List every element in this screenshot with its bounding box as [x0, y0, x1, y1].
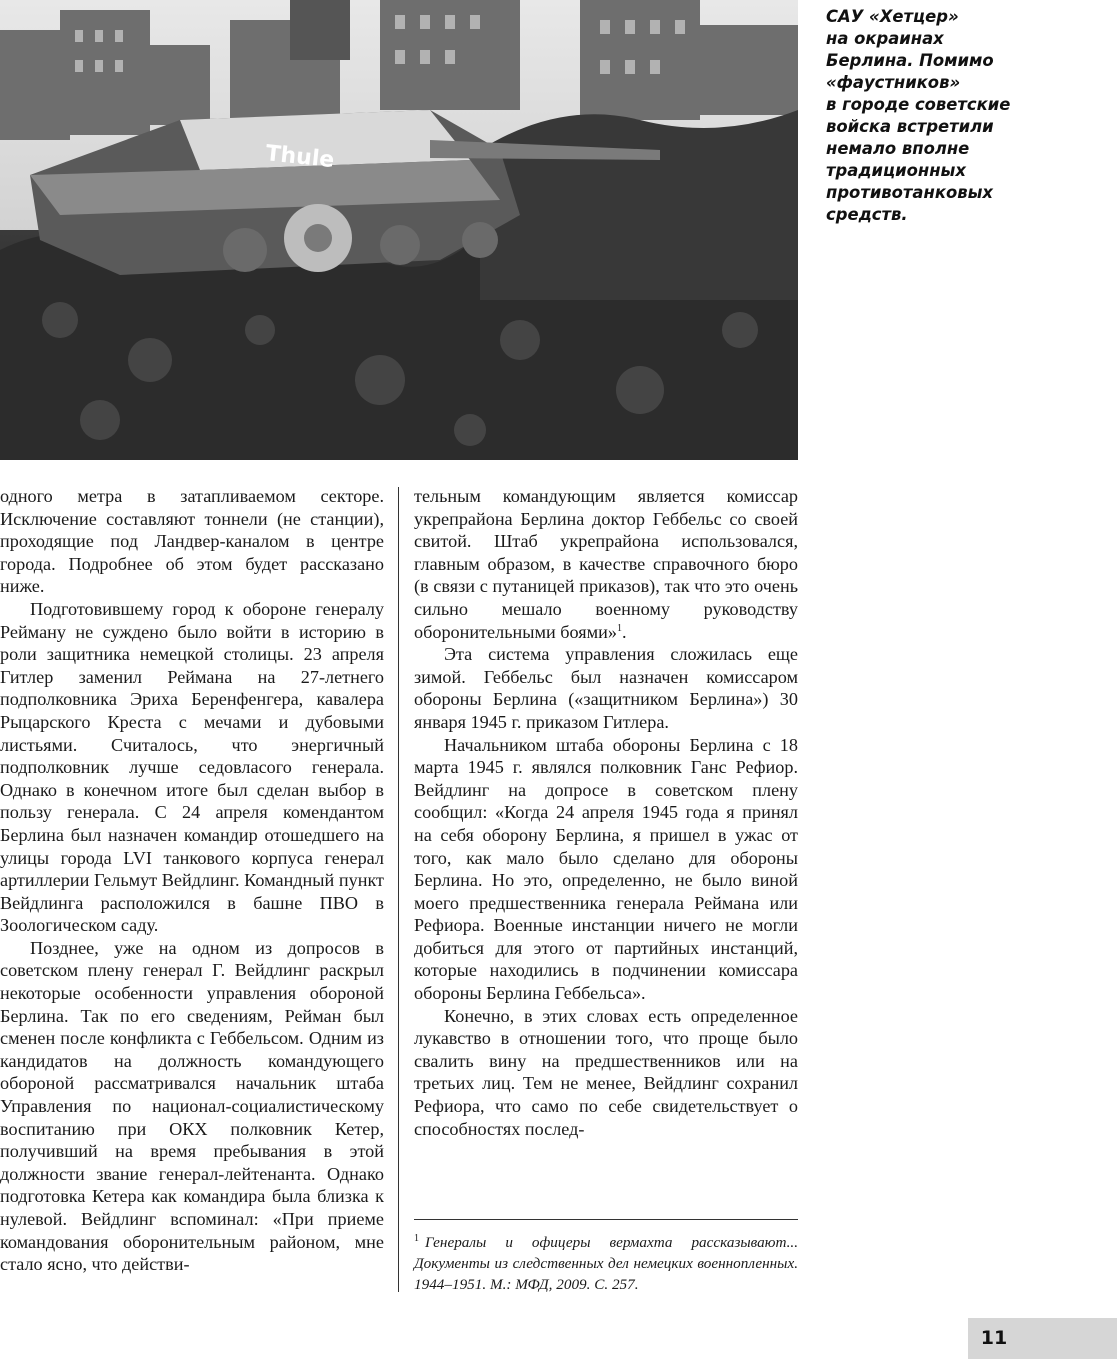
text-column-right — [414, 485, 798, 1140]
photo-caption — [826, 6, 1011, 226]
text-column-left — [0, 485, 384, 1276]
paragraph: одного метра в затапливаемом секторе. Исключение составляют тоннели (не станции), проходящие под Ландвер-каналом в центре города. Подробнее об этом будет рассказано ниже. — [0, 486, 384, 597]
paragraph-text: тельным командующим является комиссар укрепрайона Берлина доктор Геббельс со своей свитой. Штаб укрепрайона использовался, главным образом, в качестве справочного бюро (в связи с путаницей приказов), так что это очень сильно мешало военному руководству оборонительными боями» — [414, 486, 798, 642]
caption-line: САУ «Хетцер» — [826, 7, 959, 26]
caption-line: на окраинах — [826, 29, 944, 48]
footnote-text: Генералы и офицеры вермахта рассказывают... Документы из следственных дел немецких военнопленных. 1944–1951. М.: МФД, 2009. С. 257. — [414, 1234, 798, 1294]
hull-marking: Thule — [264, 141, 336, 174]
footnote-number: 1 — [414, 1233, 419, 1244]
paragraph: Начальником штаба обороны Берлина с 18 марта 1945 г. являлся полковник Ганс Рефиор. Вейдлинг на допросе в советском плену сообщил: «Когда 24 апреля 1945 года я принял на себя оборону Берлина, я пришел в ужас от того, как мало было сделано для обороны Берлина. Но это, определенно, не было виной моего предшественника генерала Реймана или Рефиора. Военные инстанции ничего не могли добиться для этого от партийных инстанций, которые находились в подчинении комиссара обороны Берлина Геббельса». — [414, 734, 798, 1004]
caption-line: средств. — [826, 205, 908, 224]
caption-line: «фаустников» — [826, 73, 961, 92]
paragraph — [414, 485, 798, 643]
column-divider — [398, 487, 399, 1292]
footnote — [414, 1228, 798, 1295]
photo-image — [0, 0, 798, 460]
caption-line: противотанковых — [826, 183, 993, 202]
caption-line: войска встретили — [826, 117, 994, 136]
paragraph: Позднее, уже на одном из допросов в советском плену генерал Г. Вейдлинг раскрыл некоторые особенности управления обороной Берлина. Так по его сведениям, Рейман был сменен после конфликта с Геббельсом. Одним из кандидатов на должность командующего обороной рассматривался начальник штаба Управления по национал-социалистическому воспитанию при ОКХ полковник Кетер, получивший на время пребывания в этой должности звание генерал-лейтенанта. Однако подготовка Кетера как командира была близка к нулевой. Вейдлинг вспоминал: «При приеме командования оборонительным районом, мне стало ясно, что действи- — [0, 937, 384, 1275]
footnote-ref[interactable]: 1 — [616, 622, 622, 634]
caption-line: традиционных — [826, 161, 966, 180]
paragraph: Эта система управления сложилась еще зимой. Геббельс был назначен комиссаром обороны Берлина («защитником Берлина») 30 января 1945 г. приказом Гитлера. — [414, 644, 798, 732]
footnote-divider — [414, 1219, 798, 1220]
caption-line: немало вполне — [826, 139, 970, 158]
photo-hetzer — [0, 0, 798, 460]
paragraph: Конечно, в этих словах есть определенное лукавство в отношении того, что проще было свалить вину на предшественников или на третьих лиц. Тем не менее, Вейдлинг сохранил Рефиора, что само по себе свидетельствует о способностях послед- — [414, 1005, 798, 1139]
page-number-box — [968, 1318, 1117, 1359]
page-number: 11 — [980, 1327, 1008, 1349]
caption-line: Берлина. Помимо — [826, 51, 994, 70]
paragraph-end: . — [621, 621, 627, 642]
paragraph: Подготовившему город к обороне генералу Рейману не суждено было войти в историю в роли защитника немецкой столицы. 23 апреля Гитлер заменил Реймана на 27-летнего подполковника Эриха Беренфенгера, кавалера Рыцарского Креста с мечами и дубовыми листьями. Считалось, что энергичный подполковник лучше седовласого генерала. Однако в конечном итоге был сделан выбор в пользу генерала. С 24 апреля комендантом Берлина был назначен командир отошедшего на улицы города LVI танкового корпуса генерал артиллерии Гельмут Вейдлинг. Командный пункт Вейдлинга расположился в башне ПВО в Зоологическом саду. — [0, 598, 384, 936]
caption-line: в городе советские — [826, 95, 1011, 114]
